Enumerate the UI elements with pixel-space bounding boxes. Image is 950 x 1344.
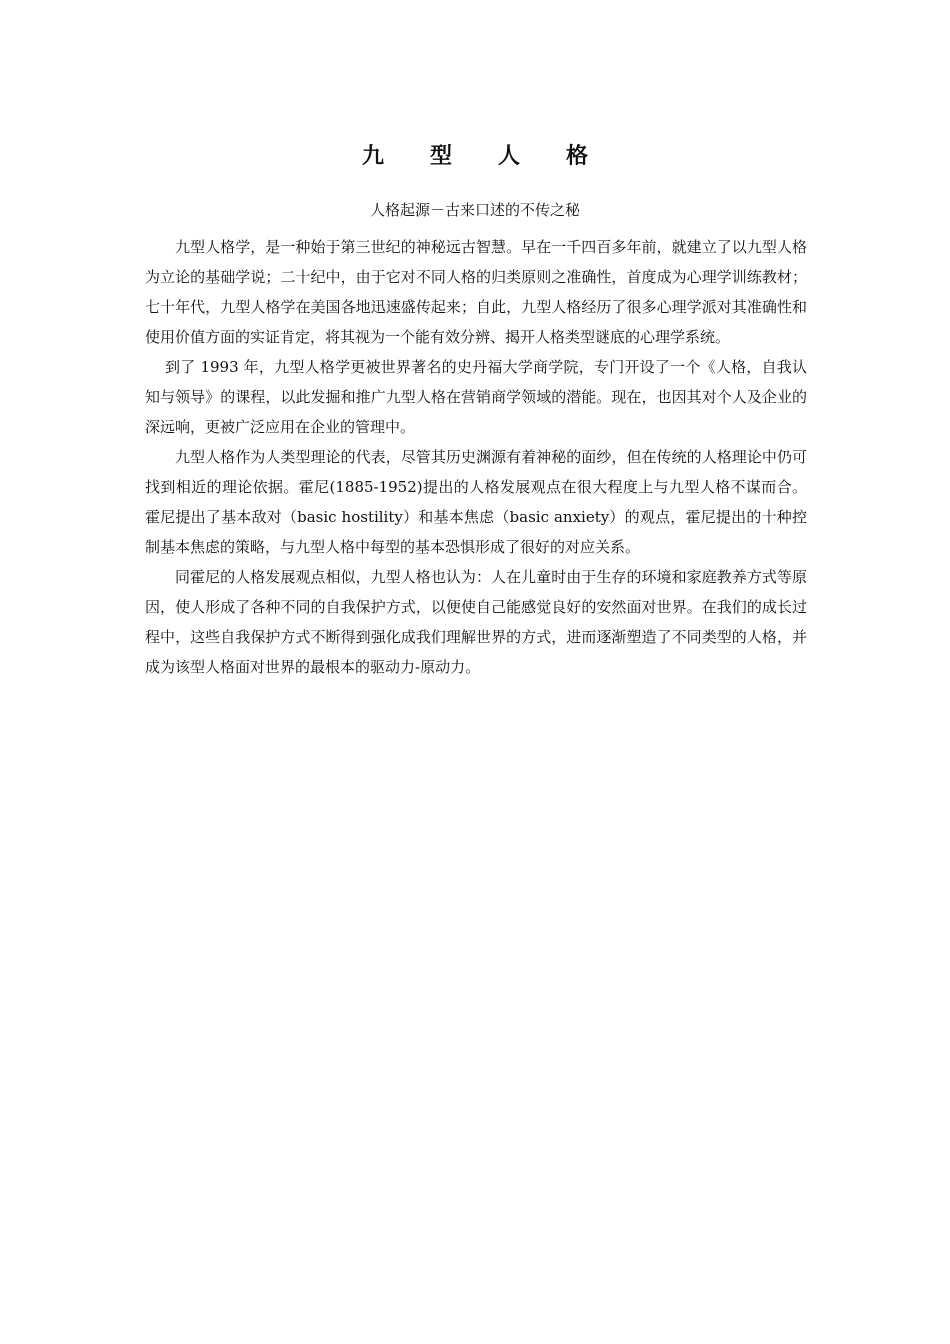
page-subtitle: 人格起源－古来口述的不传之秘 — [369, 201, 580, 219]
paragraph: 到了 1993 年，九型人格学更被世界著名的史丹福大学商学院，专门开设了一个《人格，自我认知与领导》的课程，以此发掘和推广九型人格在营销商学领域的潜能。现在，也因其对个人及企业的深远响，更被广泛应用在企业的管理中。 — [145, 358, 807, 436]
title-char: 格 — [566, 143, 589, 169]
title-char: 九 — [361, 143, 384, 169]
paragraph: 同霍尼的人格发展观点相似，九型人格也认为：人在儿童时由于生存的环境和家庭教养方式等原因，使人形成了各种不同的自我保护方式，以便使自己能感觉良好的安然面对世界。在我们的成长过程中，这些自我保护方式不断得到强化成我们理解世界的方式，进而逐渐塑造了不同类型的人格，并成为该型人格面对世界的最根本的驱动力-原动力。 — [145, 568, 807, 676]
document-body — [145, 232, 807, 682]
title-char: 型 — [429, 143, 452, 169]
page-title — [0, 138, 950, 174]
paragraph: 九型人格作为人类型理论的代表，尽管其历史渊源有着神秘的面纱，但在传统的人格理论中仍可找到相近的理论依据。霍尼(1885-1952)提出的人格发展观点在很大程度上与九型人格不谋而合。霍尼提出了基本敌对（basic hostility）和基本焦虑（basic anxiety）的观点，霍尼提出的十种控制基本焦虑的策略，与九型人格中每型的基本恐惧形成了很好的对应关系。 — [145, 448, 807, 556]
paragraph: 九型人格学，是一种始于第三世纪的神秘远古智慧。早在一千四百多年前，就建立了以九型人格为立论的基础学说；二十纪中，由于它对不同人格的归类原则之准确性，首度成为心理学训练教材；七十年代，九型人格学在美国各地迅速盛传起来；自此，九型人格经历了很多心理学派对其准确性和使用价值方面的实证肯定，将其视为一个能有效分辨、揭开人格类型谜底的心理学系统。 — [145, 238, 807, 346]
title-char: 人 — [498, 143, 521, 169]
